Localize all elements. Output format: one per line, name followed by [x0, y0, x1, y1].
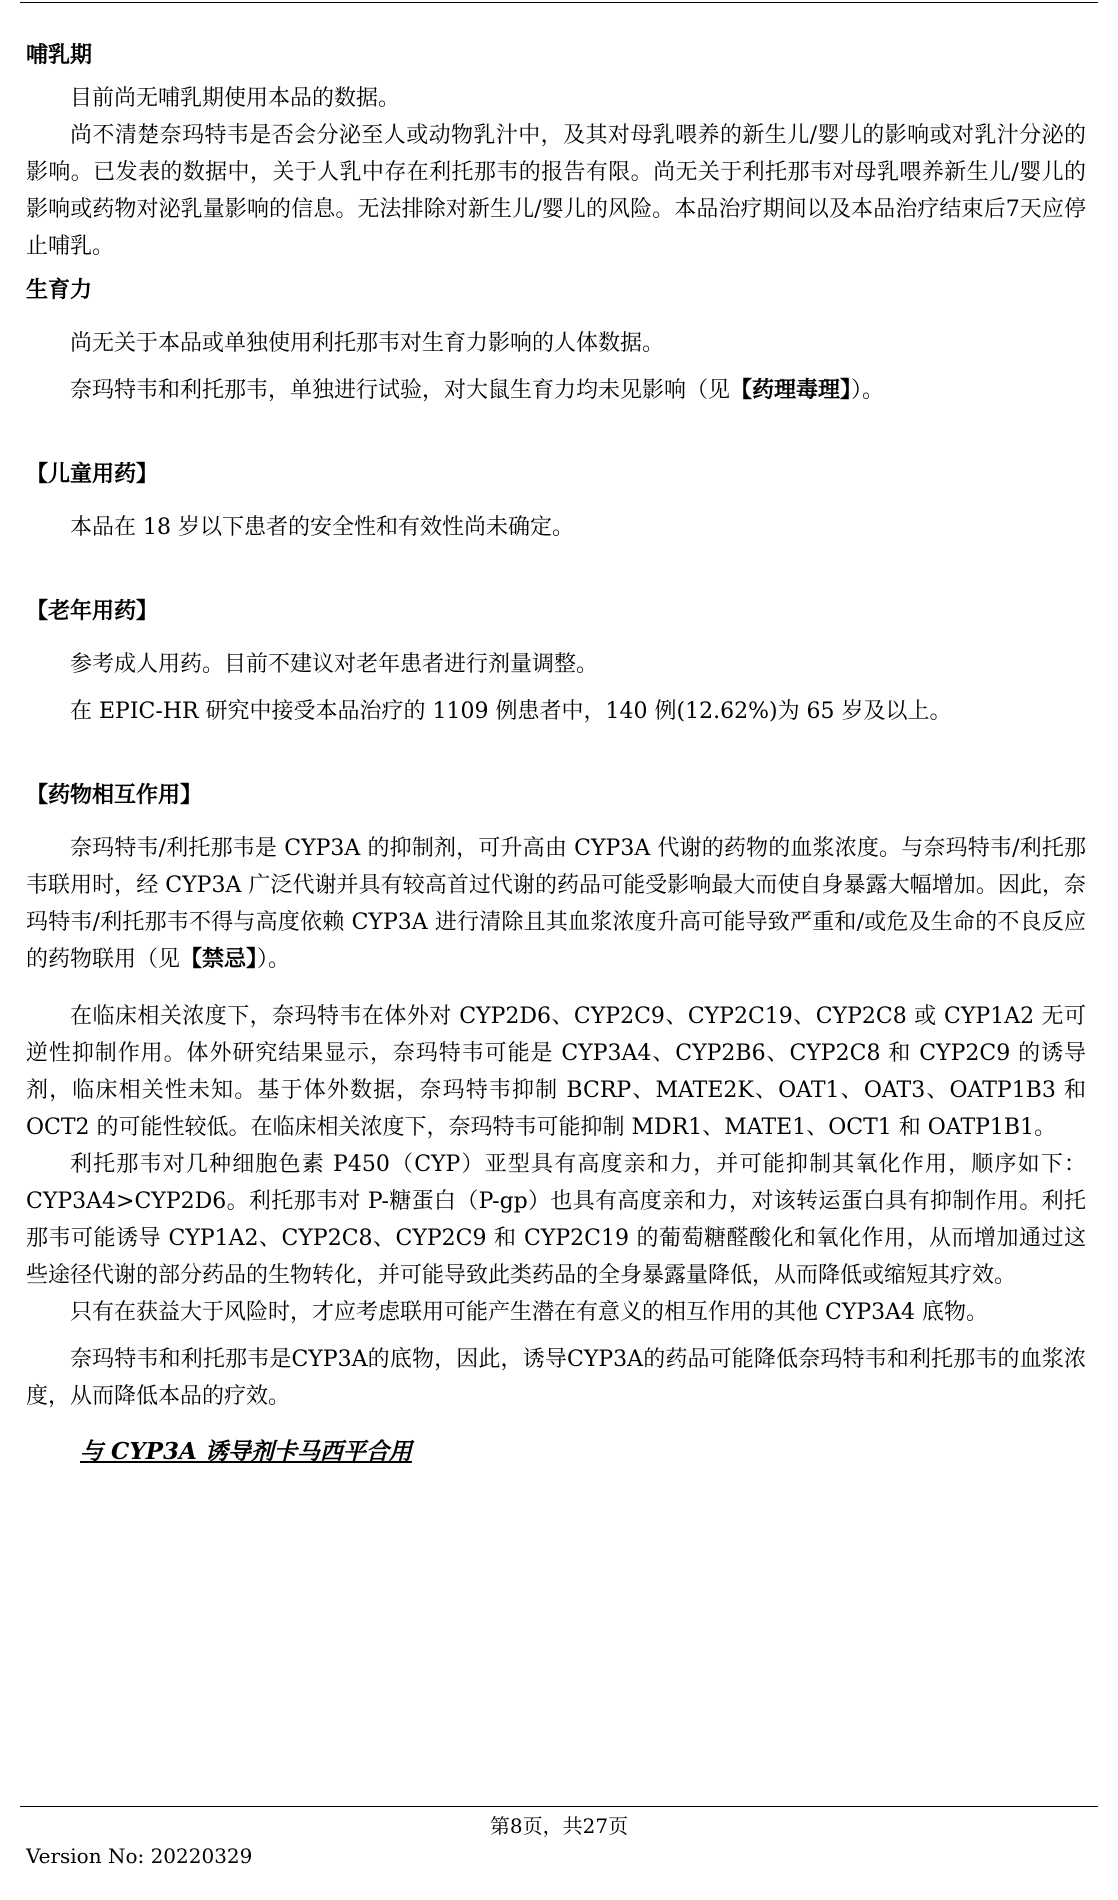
paragraph: 利托那韦对几种细胞色素 P450（CYP）亚型具有高度亲和力，并可能抑制其氧化作用，顺序如下：CYP3A4>CYP2D6。利托那韦对 P-糖蛋白（P-gp）也具有高度亲和力，对该转运蛋白具有抑制作用。利托那韦可能诱导 CYP1A2、CYP2C8、CYP2C9 和 CYP2C19 的葡萄糖醛酸化和氧化作用，从而增加通过这些途径代谢的部分药品的生物转化，并可能导致此类药品的全身暴露量降低，从而降低或缩短其疗效。	[26, 1152, 1086, 1288]
text-run: ）。	[257, 947, 291, 972]
top-rule	[20, 2, 1098, 3]
section-heading-lactation: 哺乳期	[26, 42, 93, 68]
paragraph: 参考成人用药。目前不建议对老年患者进行剂量调整。	[70, 652, 599, 677]
document-body	[26, 40, 1086, 1469]
paragraph: 尚不清楚奈玛特韦是否会分泌至人或动物乳汁中，及其对母乳喂养的新生儿/婴儿的影响或对乳汁分泌的影响。已发表的数据中，关于人乳中存在利托那韦的报告有限。尚无关于利托那韦对母乳喂养新生儿/婴儿的影响或药物对泌乳量影响的信息。无法排除对新生儿/婴儿的风险。本品治疗期间以及本品治疗结束后7天应停止哺乳。	[26, 123, 1086, 259]
paragraph	[26, 372, 1086, 409]
paragraph: 只有在获益大于风险时，才应考虑联用可能产生潜在有意义的相互作用的其他 CYP3A4 底物。	[70, 1300, 989, 1325]
cross-reference: 【禁忌】	[180, 946, 258, 972]
section-heading-fertility: 生育力	[26, 277, 93, 303]
section-heading-pediatric: 【儿童用药】	[26, 461, 159, 487]
text-run: ）。	[851, 378, 885, 403]
paragraph: 本品在 18 岁以下患者的安全性和有效性尚未确定。	[70, 515, 574, 540]
paragraph: 在 EPIC-HR 研究中接受本品治疗的 1109 例患者中，140 例(12.62%)为 65 岁及以上。	[70, 699, 952, 724]
paragraph: 目前尚无哺乳期使用本品的数据。	[70, 86, 401, 111]
paragraph: 在临床相关浓度下，奈玛特韦在体外对 CYP2D6、CYP2C9、CYP2C19、CYP2C8 或 CYP1A2 无可逆性抑制作用。体外研究结果显示，奈玛特韦可能是 CYP3A4、CYP2B6、CYP2C8 和 CYP2C9 的诱导剂，临床相关性未知。基于体外数据，奈玛特韦抑制 BCRP、MATE2K、OAT1、OAT3、OATP1B3 和 OCT2 的可能性较低。在临床相关浓度下，奈玛特韦可能抑制 MDR1、MATE1、OCT1 和 OATP1B1。	[26, 1004, 1086, 1140]
section-heading-interactions: 【药物相互作用】	[26, 782, 203, 808]
paragraph: 尚无关于本品或单独使用利托那韦对生育力影响的人体数据。	[70, 331, 665, 356]
version-number: Version No: 20220329	[26, 1844, 253, 1868]
page-number: 第8页，共27页	[489, 1814, 629, 1838]
cross-reference: 【药理毒理】	[730, 377, 852, 403]
paragraph: 奈玛特韦和利托那韦是CYP3A的底物，因此，诱导CYP3A的药品可能降低奈玛特韦和利托那韦的血浆浓度，从而降低本品的疗效。	[26, 1347, 1086, 1409]
paragraph	[26, 830, 1086, 978]
text-run: 奈玛特韦和利托那韦，单独进行试验，对大鼠生育力均未见影响（见	[70, 378, 731, 403]
section-heading-geriatric: 【老年用药】	[26, 598, 159, 624]
subsection-heading: 与 CYP3A 诱导剂卡马西平合用	[80, 1438, 412, 1465]
footer-rule	[20, 1806, 1098, 1807]
text-run: 奈玛特韦/利托那韦是 CYP3A 的抑制剂，可升高由 CYP3A 代谢的药物的血浆浓度。与奈玛特韦/利托那韦联用时，经 CYP3A 广泛代谢并具有较高首过代谢的药品可能受影响最大而使自身暴露大幅增加。因此，奈玛特韦/利托那韦不得与高度依赖 CYP3A 进行清除且其血浆浓度升高可能导致严重和/或危及生命的不良反应的药物联用（见	[26, 836, 1086, 972]
